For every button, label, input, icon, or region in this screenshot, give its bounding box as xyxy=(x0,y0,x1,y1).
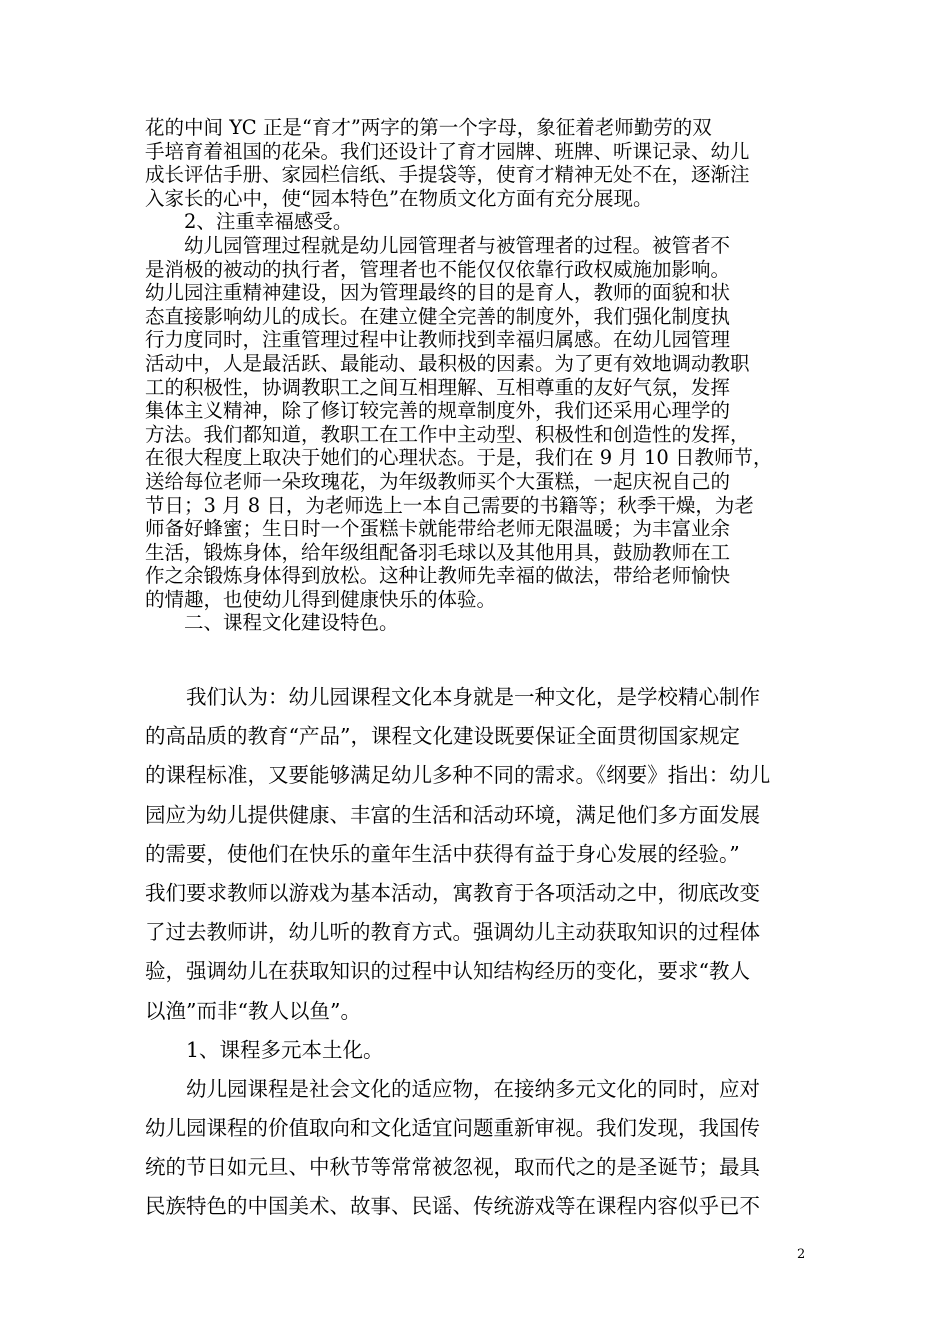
text-line: 幼儿园管理过程就是幼儿园管理者与被管理者的过程。被管者不 xyxy=(145,233,731,257)
text-line: 集体主义精神，除了修订较完善的规章制度外，我们还采用心理学的 xyxy=(145,399,731,423)
section-heading: 二、课程文化建设特色。 xyxy=(145,611,399,635)
text-line: 生活，锻炼身体，给年级组配备羽毛球以及其他用具，鼓励教师在工 xyxy=(145,540,731,564)
section-heading: 1、课程多元本土化。 xyxy=(145,1037,384,1062)
text-line: 民族特色的中国美术、故事、民谣、传统游戏等在课程内容似乎已不 xyxy=(145,1194,760,1219)
text-line: 活动中，人是最活跃、最能动、最积极的因素。为了更有效地调动教职 xyxy=(145,351,750,375)
text-line: 的需要，使他们在快乐的童年生活中获得有益于身心发展的经验。” xyxy=(145,841,740,866)
text-line: 的高品质的教育“产品”，课程文化建设既要保证全面贯彻国家规定 xyxy=(145,724,740,749)
text-line: 手培育着祖国的花朵。我们还设计了育才园牌、班牌、听课记录、幼儿 xyxy=(145,139,750,163)
text-line: 花的中间 YC 正是“育才”两字的第一个字母，象征着老师勤劳的双 xyxy=(145,116,712,139)
text-line: 验，强调幼儿在获取知识的过程中认知结构经历的变化，要求“教人 xyxy=(145,959,750,984)
text-line: 幼儿园课程的价值取向和文化适宜问题重新审视。我们发现，我国传 xyxy=(145,1116,760,1141)
text-line: 方法。我们都知道，教职工在工作中主动型、积极性和创造性的发挥， xyxy=(145,422,750,446)
text-line: 在很大程度上取决于她们的心理状态。于是，我们在 9 月 10 日教师节， xyxy=(145,446,773,470)
text-line: 工的积极性，协调教职工之间互相理解、互相尊重的友好气氛，发挥 xyxy=(145,375,731,399)
text-line: 园应为幼儿提供健康、丰富的生活和活动环境，满足他们多方面发展 xyxy=(145,802,760,827)
page-number: 2 xyxy=(797,1247,806,1262)
section-heading: 2、注重幸福感受。 xyxy=(145,210,353,234)
text-line: 的课程标准，又要能够满足幼儿多种不同的需求。《纲要》指出：幼儿 xyxy=(145,763,771,788)
text-line: 我们要求教师以游戏为基本活动，寓教育于各项活动之中，彻底改变 xyxy=(145,880,760,905)
text-line: 节日；3 月 8 日，为老师选上一本自己需要的书籍等；秋季干燥，为老 xyxy=(145,493,754,517)
loose-text-block xyxy=(145,678,815,1227)
text-line: 送给每位老师一朵玫瑰花，为年级教师买个大蛋糕，一起庆祝自己的 xyxy=(145,469,731,493)
text-line: 我们认为：幼儿园课程文化本身就是一种文化，是学校精心制作 xyxy=(145,685,760,709)
text-line: 态直接影响幼儿的成长。在建立健全完善的制度外，我们强化制度执 xyxy=(145,304,731,328)
text-line: 行力度同时，注重管理过程中让教师找到幸福归属感。在幼儿园管理 xyxy=(145,328,731,352)
text-line: 师备好蜂蜜；生日时一个蛋糕卡就能带给老师无限温暖；为丰富业余 xyxy=(145,517,731,541)
text-line: 幼儿园课程是社会文化的适应物，在接纳多元文化的同时，应对 xyxy=(145,1076,760,1101)
text-line: 入家长的心中，使“园本特色”在物质文化方面有充分展现。 xyxy=(145,186,653,210)
text-line: 的情趣，也使幼儿得到健康快乐的体验。 xyxy=(145,587,497,611)
text-line: 成长评估手册、家园栏信纸、手提袋等，使育才精神无处不在，逐渐注 xyxy=(145,163,750,187)
text-line: 了过去教师讲，幼儿听的教育方式。强调幼儿主动获取知识的过程体 xyxy=(145,920,760,945)
text-line: 作之余锻炼身体得到放松。这种让教师先幸福的做法，带给老师愉快 xyxy=(145,564,731,588)
text-line: 统的节日如元旦、中秋节等常常被忽视，取而代之的是圣诞节；最具 xyxy=(145,1155,760,1180)
dense-text-block xyxy=(145,116,815,635)
text-line: 以渔”而非“教人以鱼”。 xyxy=(145,998,361,1023)
text-line: 是消极的被动的执行者，管理者也不能仅仅依靠行政权威施加影响。 xyxy=(145,257,731,281)
text-line: 幼儿园注重精神建设，因为管理最终的目的是育人，教师的面貌和状 xyxy=(145,281,731,305)
